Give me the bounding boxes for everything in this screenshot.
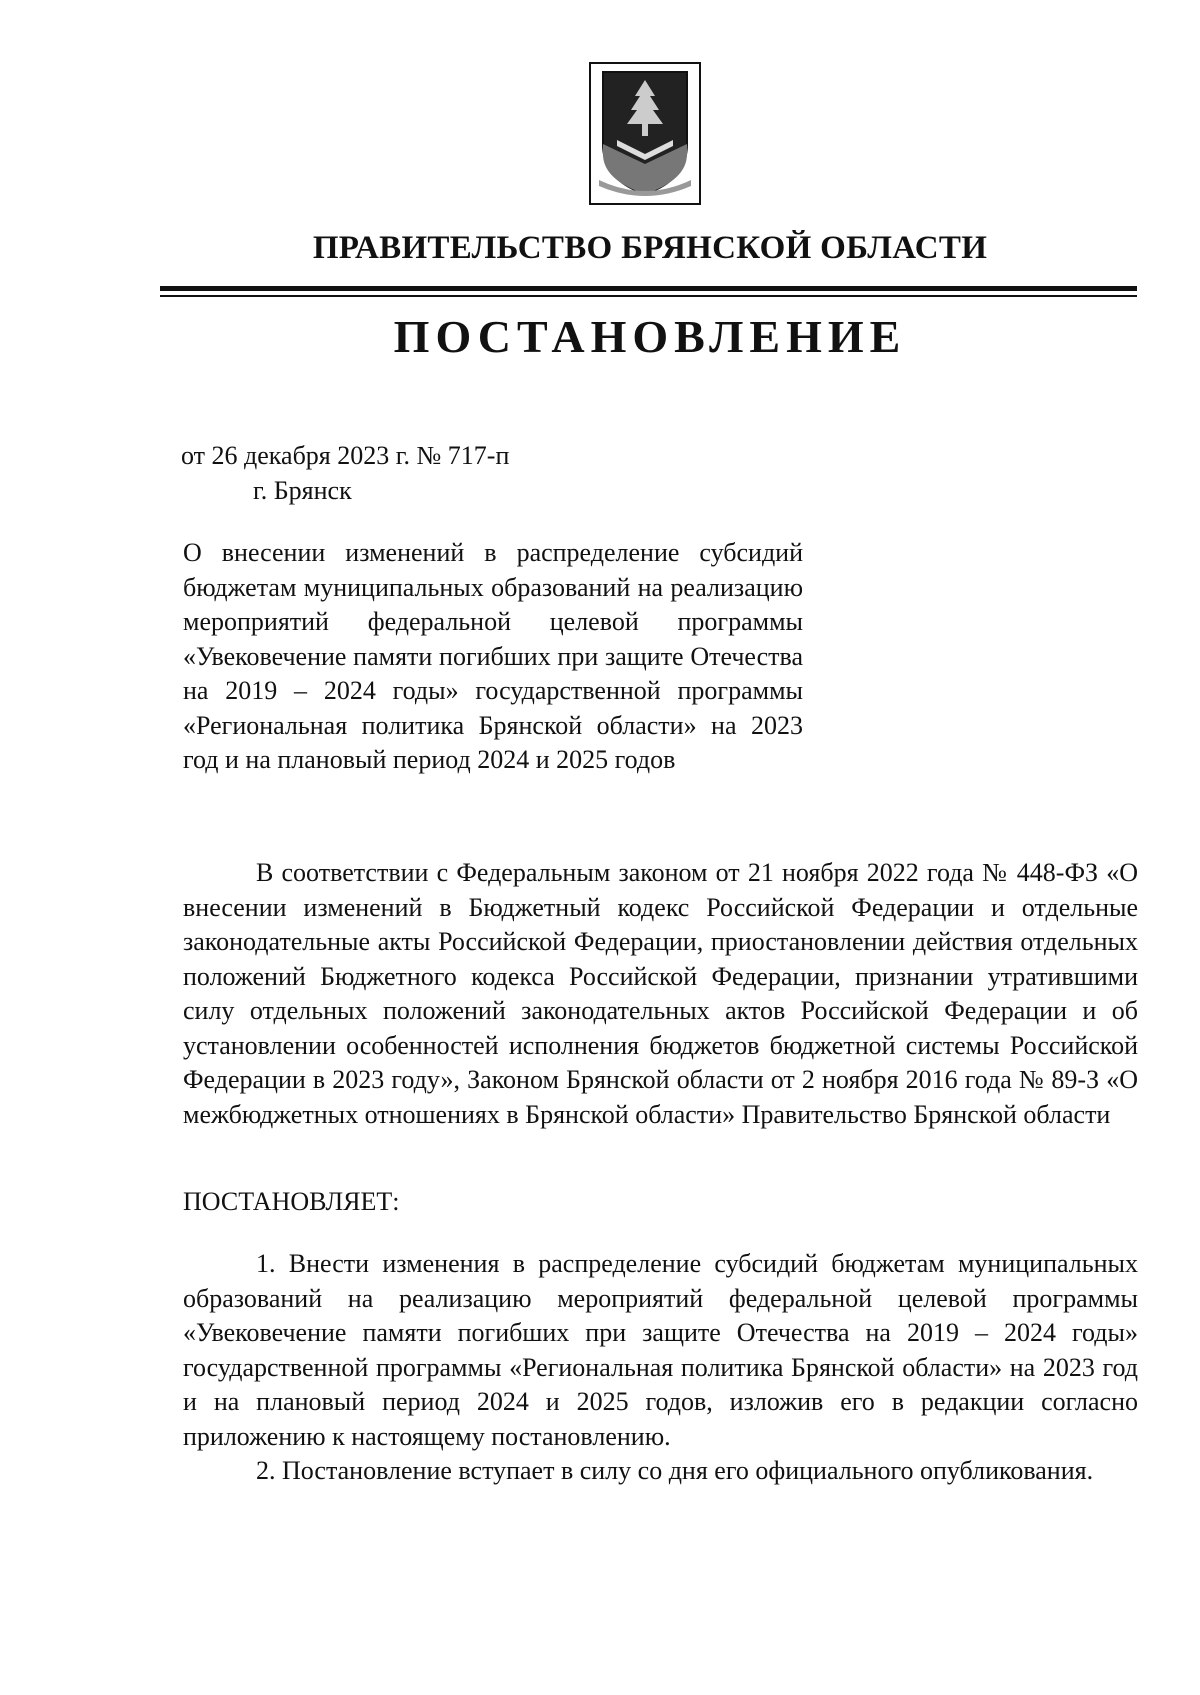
decree-items — [183, 1247, 1138, 1489]
document-subject: О внесении изменений в распределение субсидий бюджетам муниципальных образований на реализацию мероприятий федеральной целевой программы «Увековечение памяти погибших при защите Отечества на 2019 – 2024 годы» государственной программы «Региональная политика Брянской области» на 2023 год и на плановый период 2024 и 2025 годов — [183, 538, 803, 774]
header-rule-thin — [160, 295, 1137, 297]
decree-word: ПОСТАНОВЛЯЕТ: — [183, 1187, 400, 1216]
organization-title: ПРАВИТЕЛЬСТВО БРЯНСКОЙ ОБЛАСТИ — [312, 230, 988, 266]
decree-item: 1. Внести изменения в распределение субсидий бюджетам муниципальных образований на реализацию мероприятий федеральной целевой программы «Увековечение памяти погибших при защите Отечества на 2019 – 2024 годы» государственной программы «Региональная политика Брянской области» на 2023 год и на плановый период 2024 и 2025 годов, изложив его в редакции согласно приложению к настоящему постановлению. — [183, 1249, 1138, 1451]
bryansk-coat-of-arms-icon — [589, 62, 701, 205]
document-preamble: В соответствии с Федеральным законом от 21 ноября 2022 года № 448-ФЗ «О внесении изменений в Бюджетный кодекс Российской Федерации и отдельные законодательные акты Российской Федерации, приостановлении действия отдельных положений Бюджетного кодекса Российской Федерации, признании утратившими силу отдельных положений законодательных актов Российской Федерации и об установлении особенностей исполнения бюджетов бюджетной системы Российской Федерации в 2023 году», Законом Брянской области от 2 ноября 2016 года № 89-З «О межбюджетных отношениях в Брянской области» Правительство Брянской области — [183, 858, 1138, 1129]
document-city: г. Брянск — [253, 476, 352, 505]
decree-item: 2. Постановление вступает в силу со дня его официального опубликования. — [256, 1456, 1094, 1485]
document-date-number: от 26 декабря 2023 г. № 717-п — [181, 441, 510, 470]
header-rule-thick — [160, 286, 1137, 291]
document-type-title: ПОСТАНОВЛЕНИЕ — [393, 311, 907, 362]
